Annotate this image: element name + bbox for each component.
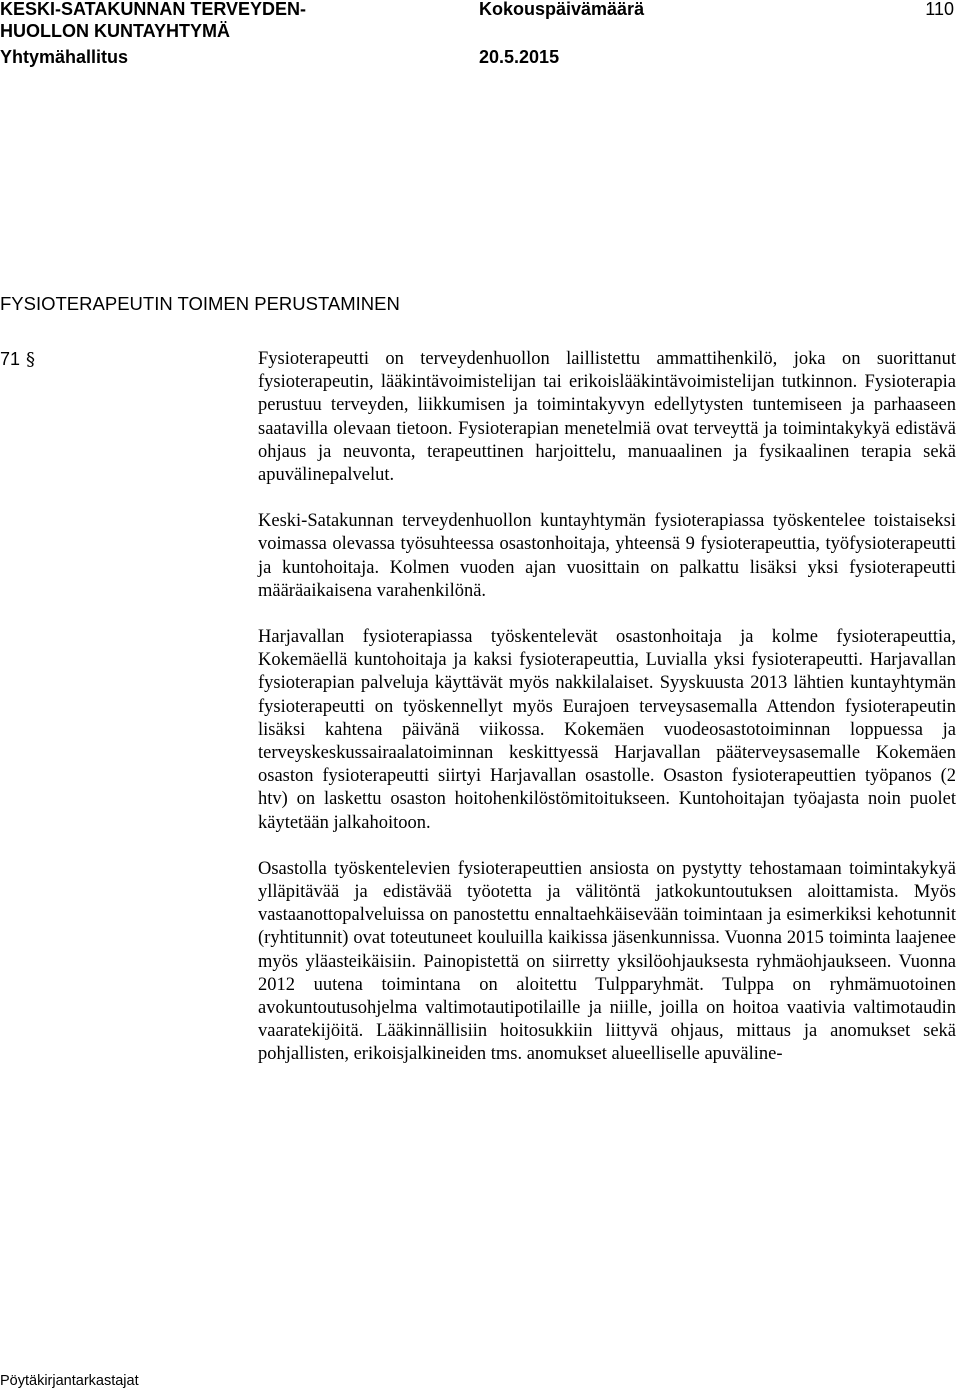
paragraph-locations: Harjavallan fysioterapiassa työskentelevät osastonhoitaja ja kolme fysioterapeuttia, Kokemäellä kuntohoitaja ja kaksi fysioterapeuttia, Luvialla yksi fysioterapeutti. Harjavallan fysioterapian palveluja käyttävät myös nakkilalaiset. Syyskuusta 2013 lähtien kuntayhtymän fysioterapeutti on työskennellyt myös Eurajoen terveysasemalla Attendon fysioterapeutin lisäksi kahtena päivänä viikossa. Kokemäen vuodeosastotoiminnan loppuessa ja terveyskeskussairaalatoiminnan keskittyessä Harjavallan pääterveysasemalle Kokemäen osaston fysioterapeutti siirtyi Harjavallan osastolle. Osaston fysioterapeuttien työpanos (2 htv) on laskettu osaston hoitohenkilöstömitoitukseen. Kuntohoitajan työajasta noin puolet käytetään jalkahoitoon. [258, 627, 956, 833]
minutes-reviewers-label: Pöytäkirjantarkastajat [0, 1373, 139, 1389]
meeting-date-label: Kokouspäivämäärä [479, 0, 645, 19]
item-body [258, 348, 956, 1090]
page-number: 110 [925, 0, 954, 19]
section-sign: § [26, 349, 36, 370]
organization-name-line1: KESKI-SATAKUNNAN TERVEYDEN- [0, 0, 307, 19]
paragraph-definition: Fysioterapeutti on terveydenhuollon laillistettu ammattihenkilö, joka on suorittanut fysioterapeutin, lääkintävoimistelijan tai erikoislääkintävoimistelijan tutkinnon. Fysioterapia perustuu terveyden, liikkumisen ja toimintakyvyn edellytysten tuntemiseen ja parhaaseen saatavilla olevaan tietoon. Fysioterapian menetelmiä ovat terveyttä ja toimintakykyä edistävä ohjaus ja neuvonta, terapeuttinen harjoittelu, manuaalinen ja fysikaalinen terapia sekä apuvälinepalvelut. [258, 349, 956, 486]
paragraph-activities: Osastolla työskentelevien fysioterapeuttien ansiosta on pystytty tehostamaan toimintakykyä ylläpitävää ja edistävää työotetta ja välitöntä jatkokuntoutuksen aloittamista. Myös vastaanottopalveluissa on panostettu ennaltaehkäisevään toimintaan ja esimerkiksi kehotunnit (ryhtitunnit) ovat toteutuneet kouluilla kaikissa jäsenkunnissa. Vuonna 2015 toiminta laajenee myös yläasteikäisiin. Painopistettä on siirretty yksilöohjauksesta ryhmäohjaukseen. Vuonna 2012 uutena toimintana on aloitettu Tulpparyhmät. Tulppa on ryhmämuotoinen avokuntoutusohjelma valtimotautipotilaille ja niille, joilla on hoitoa vaativia valtimotaudin vaaratekijöitä. Lääkinnällisiin hoitosukkiin liittyvä ohjaus, mittaus ja anomukset sekä pohjallisten, erikoisjalkineiden tms. anomukset alueelliselle apuväline- [258, 858, 956, 1065]
governing-body-name: Yhtymähallitus [0, 47, 129, 67]
agenda-item-number [0, 347, 35, 372]
organization-name-line2: HUOLLON KUNTAYHTYMÄ [0, 21, 230, 41]
meeting-date-value: 20.5.2015 [479, 47, 560, 67]
item-number-value: 71 [0, 349, 21, 369]
paragraph-staffing: Keski-Satakunnan terveydenhuollon kuntayhtymän fysioterapiassa työskentelee toistaiseksi voimassa olevassa työsuhteessa osastonhoitaja, yhteensä 9 fysioterapeuttia, työfysioterapeutti ja kuntohoitaja. Kolmen vuoden ajan vuosittain on palkattu lisäksi yksi fysioterapeutti määräaikaisena varahenkilönä. [258, 511, 956, 601]
section-title: FYSIOTERAPEUTIN TOIMEN PERUSTAMINEN [0, 293, 400, 314]
